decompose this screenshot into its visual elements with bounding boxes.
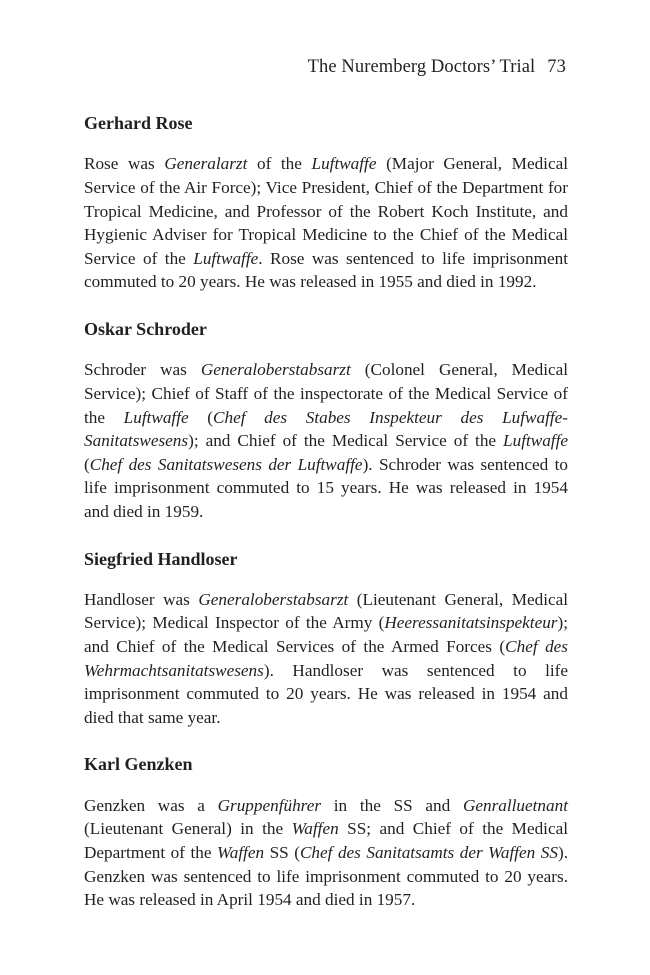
running-title: The Nuremberg Doctors’ Trial <box>307 57 536 77</box>
entry-genzken <box>84 753 568 911</box>
italic-term: Luftwaffe <box>503 431 568 451</box>
italic-term: Luftwaffe <box>193 248 259 268</box>
entry-schroder <box>84 318 568 524</box>
entry-body: Handloser was Generaloberstabsarzt (Lieutenant General, Medical Service); Medical Inspector of the Army (Heeressanitatsinspekteur); and Chief of the Medical Services of the Armed Forces (Chef des Wehrmachtsanitatswesens). Handloser was sentenced to life imprisonment commuted to 20 years. He was released in 1954 and died that same year. <box>84 589 569 727</box>
entry-heading: Karl Genzken <box>84 754 193 775</box>
page-content <box>84 112 568 936</box>
entry-heading: Siegfried Handloser <box>84 548 238 569</box>
italic-term: Luftwaffe <box>123 407 189 427</box>
italic-term: Chef des Wehrmachtsanitatswesens <box>84 637 568 680</box>
page-number: 73 <box>547 57 566 77</box>
entry-handloser <box>84 548 568 730</box>
italic-term: Chef des Sanitatsamts der Waffen SS <box>299 843 558 863</box>
italic-term: Waffen <box>291 819 339 839</box>
italic-term: Luftwaffe <box>311 154 377 174</box>
italic-term: Generaloberstabsarzt <box>200 360 351 380</box>
entry-rose <box>84 112 568 294</box>
italic-term: Gruppenführer <box>217 795 322 815</box>
entry-heading: Oskar Schroder <box>84 318 207 339</box>
italic-term: Chef des Stabes Inspekteur des Lufwaffe-Sanitatswesens <box>84 407 568 451</box>
entry-body: Schroder was Generaloberstabsarzt (Colonel General, Medical Service); Chief of Staff of the inspectorate of the Medical Service of the Luftwaffe (Chef des Stabes Inspekteur des Lufwaffe-Sanitatswesens); and Chief of the Medical Service of the Luftwaffe (Chef des Sanitatswesens der Luftwaffe). Schroder was sentenced to life imprisonment commuted to 15 years. He was released in 1954 and died in 1959. <box>84 360 568 521</box>
entry-body: Rose was Generalarzt of the Luftwaffe (Major General, Medical Service of the Air Force); Vice President, Chief of the Department for Tropical Medicine, and Professor of the Robert Koch Institute, and Hygienic Adviser for Tropical Medicine to the Chief of the Medical Service of the Luftwaffe. Rose was sentenced to life imprisonment commuted to 20 years. He was released in 1955 and died in 1992. <box>84 154 568 292</box>
italic-term: Heeressanitatsinspekteur <box>384 613 558 633</box>
entry-heading: Gerhard Rose <box>84 113 193 133</box>
running-head <box>308 57 566 78</box>
italic-term: Waffen <box>216 843 265 863</box>
italic-term: Genralluetnant <box>462 795 568 815</box>
italic-term: Generaloberstabsarzt <box>198 589 349 609</box>
italic-term: Chef des Sanitatswesens der Luftwaffe <box>89 454 363 474</box>
entry-body: Genzken was a Gruppenführer in the SS and Genralluetnant (Lieutenant General) in the Waffen SS; and Chief of the Medical Department of the Waffen SS (Chef des Sanitatsamts der Waffen SS). Genzken was sentenced to life imprisonment commuted to 20 years. He was released in April 1954 and died in 1957. <box>84 795 568 910</box>
italic-term: Generalarzt <box>164 154 248 174</box>
